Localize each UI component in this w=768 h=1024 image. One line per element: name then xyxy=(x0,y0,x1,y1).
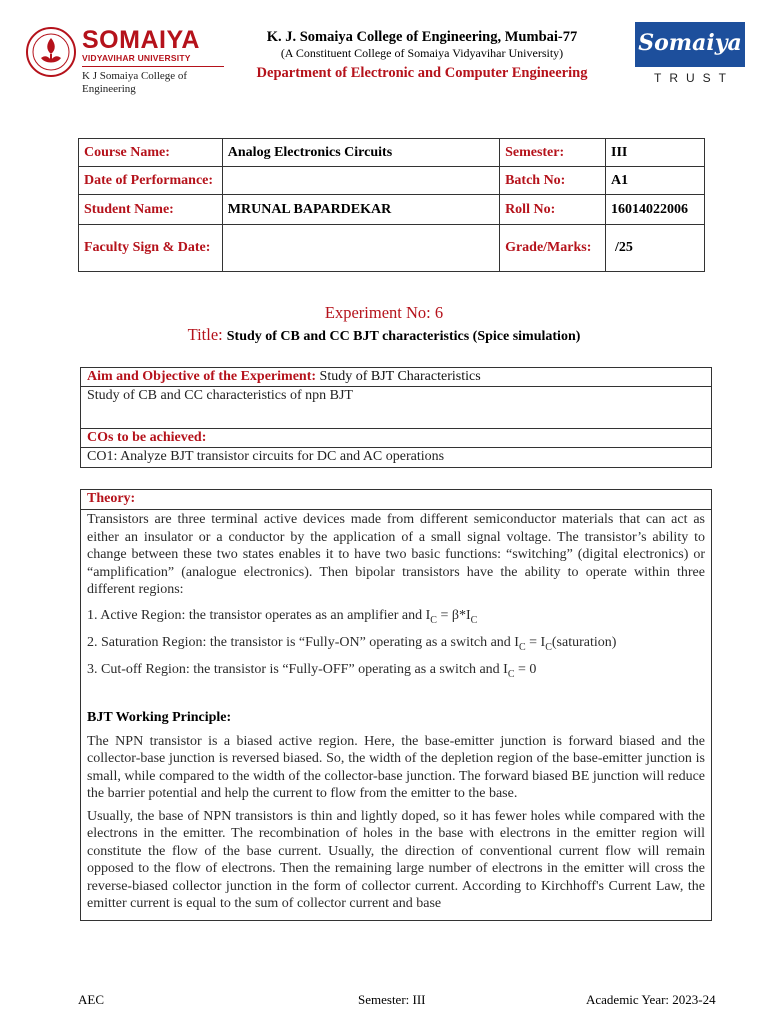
batch-value: A1 xyxy=(606,167,705,195)
roll-label: Roll No: xyxy=(500,195,606,225)
faculty-value[interactable] xyxy=(222,225,499,272)
page-header xyxy=(230,28,614,83)
cos-header xyxy=(80,428,712,448)
cos-body: CO1: Analyze BJT transistor circuits for DC and AC operations xyxy=(80,448,712,468)
footer-academic-year: Academic Year: 2023-24 xyxy=(586,992,716,1007)
table-row xyxy=(79,195,705,225)
region-saturation: 2. Saturation Region: the transistor is “Fully-ON” operating as a switch and $I_C$ = $I_C(saturation)$ xyxy=(87,634,617,653)
working-paragraph-2: Usually, the base of NPN transistors is thin and lightly doped, so it has fewer holes while compared with the electrons in the emitter. The recombination of holes in the base with electrons in the emitter region will constitute the flow of the base current. Usually, the direction of conventional current flow will remain opposed to the flow of electrons. Then the remaining large number of electrons in the emitter will cross the reverse-biased collector junction in the form of collector current. According to Kirchhoff's Current Law, the emitter current is equal to the sum of collector current and base xyxy=(87,808,705,912)
brand-college: K J Somaiya College of Engineering xyxy=(82,70,188,95)
student-value: MRUNAL BAPARDEKAR xyxy=(222,195,499,225)
trust-script: Somaiya xyxy=(638,30,742,56)
department-name: Department of Electronic and Computer Engineering xyxy=(256,65,588,81)
table-row xyxy=(79,225,705,272)
college-name: K. J. Somaiya College of Engineering, Mumbai-77 xyxy=(266,29,578,45)
roll-value: 16014022006 xyxy=(606,195,705,225)
grade-label: Grade/Marks: xyxy=(500,225,606,272)
brand-divider xyxy=(82,66,224,67)
student-label: Student Name: xyxy=(79,195,223,225)
title-value: Study of CB and CC BJT characteristics (Spice simulation) xyxy=(226,329,581,344)
trust-logo-box xyxy=(635,22,745,67)
experiment-number: Experiment No: 6 xyxy=(324,303,444,322)
table-row xyxy=(79,167,705,195)
aim-label: Aim and Objective of the Experiment: xyxy=(87,369,317,384)
title-label: Title: xyxy=(187,325,223,344)
aim-header xyxy=(80,367,712,387)
aim-body: Study of CB and CC characteristics of npn BJT xyxy=(80,387,712,429)
region-cutoff: 3. Cut-off Region: the transistor is “Fully-OFF” operating as a switch and $I_C = 0$ xyxy=(87,662,537,680)
aim-section xyxy=(80,367,712,429)
theory-label: Theory: xyxy=(87,491,136,506)
theory-paragraph: Transistors are three terminal active devices made from different semiconductor materials that can act as either an insulator or a conductor by the application of a small signal voltage. The transistor’s ability to change between these two states enables it to have two basic functions: “switching” (digital electronics) or “amplification” (analogue electronics). Then bipolar transistors have the ability to operate within three different regions: xyxy=(87,512,705,597)
table-row xyxy=(79,139,705,167)
brand-name: SOMAIYA xyxy=(82,26,200,54)
course-label: Course Name: xyxy=(79,139,223,167)
trust-word: TRUST xyxy=(654,71,734,85)
footer-semester: Semester: III xyxy=(358,992,426,1007)
course-value: Analog Electronics Circuits xyxy=(222,139,499,167)
brand-subtitle: VIDYAVIHAR UNIVERSITY xyxy=(82,53,191,63)
somaiya-emblem-icon xyxy=(24,24,78,80)
semester-label: Semester: xyxy=(500,139,606,167)
student-info-table xyxy=(78,138,705,272)
theory-section xyxy=(80,489,712,921)
somaiya-trust-logo xyxy=(635,22,745,88)
somaiya-logo xyxy=(24,24,224,95)
working-principle-heading: BJT Working Principle: xyxy=(87,710,232,726)
experiment-title xyxy=(0,325,768,347)
constituent-note: (A Constituent College of Somaiya Vidyavihar University) xyxy=(280,46,564,60)
cos-label: COs to be achieved: xyxy=(87,430,207,445)
cos-section xyxy=(80,428,712,468)
semester-value: III xyxy=(606,139,705,167)
working-paragraph-1: The NPN transistor is a biased active region. Here, the base-emitter junction is forward biased and the collector-base junction is reversed biased. So, the width of the depletion region of the base-emitter junction is small, while compared to the width of the collector-base junction. The forward biased BE junction will reduce the barrier potential and help the current to flow from the emitter to the base. xyxy=(87,733,705,802)
theory-body xyxy=(81,510,711,920)
batch-label: Batch No: xyxy=(500,167,606,195)
date-value[interactable] xyxy=(222,167,499,195)
footer-course: AEC xyxy=(78,992,104,1007)
faculty-label: Faculty Sign & Date: xyxy=(79,225,223,272)
aim-value: Study of BJT Characteristics xyxy=(319,369,481,384)
grade-value: /25 xyxy=(606,225,705,272)
date-label: Date of Performance: xyxy=(79,167,223,195)
theory-header xyxy=(81,490,711,510)
region-active: 1. Active Region: the transistor operates as an amplifier and $I_C = \beta*I_C$ xyxy=(87,607,478,626)
